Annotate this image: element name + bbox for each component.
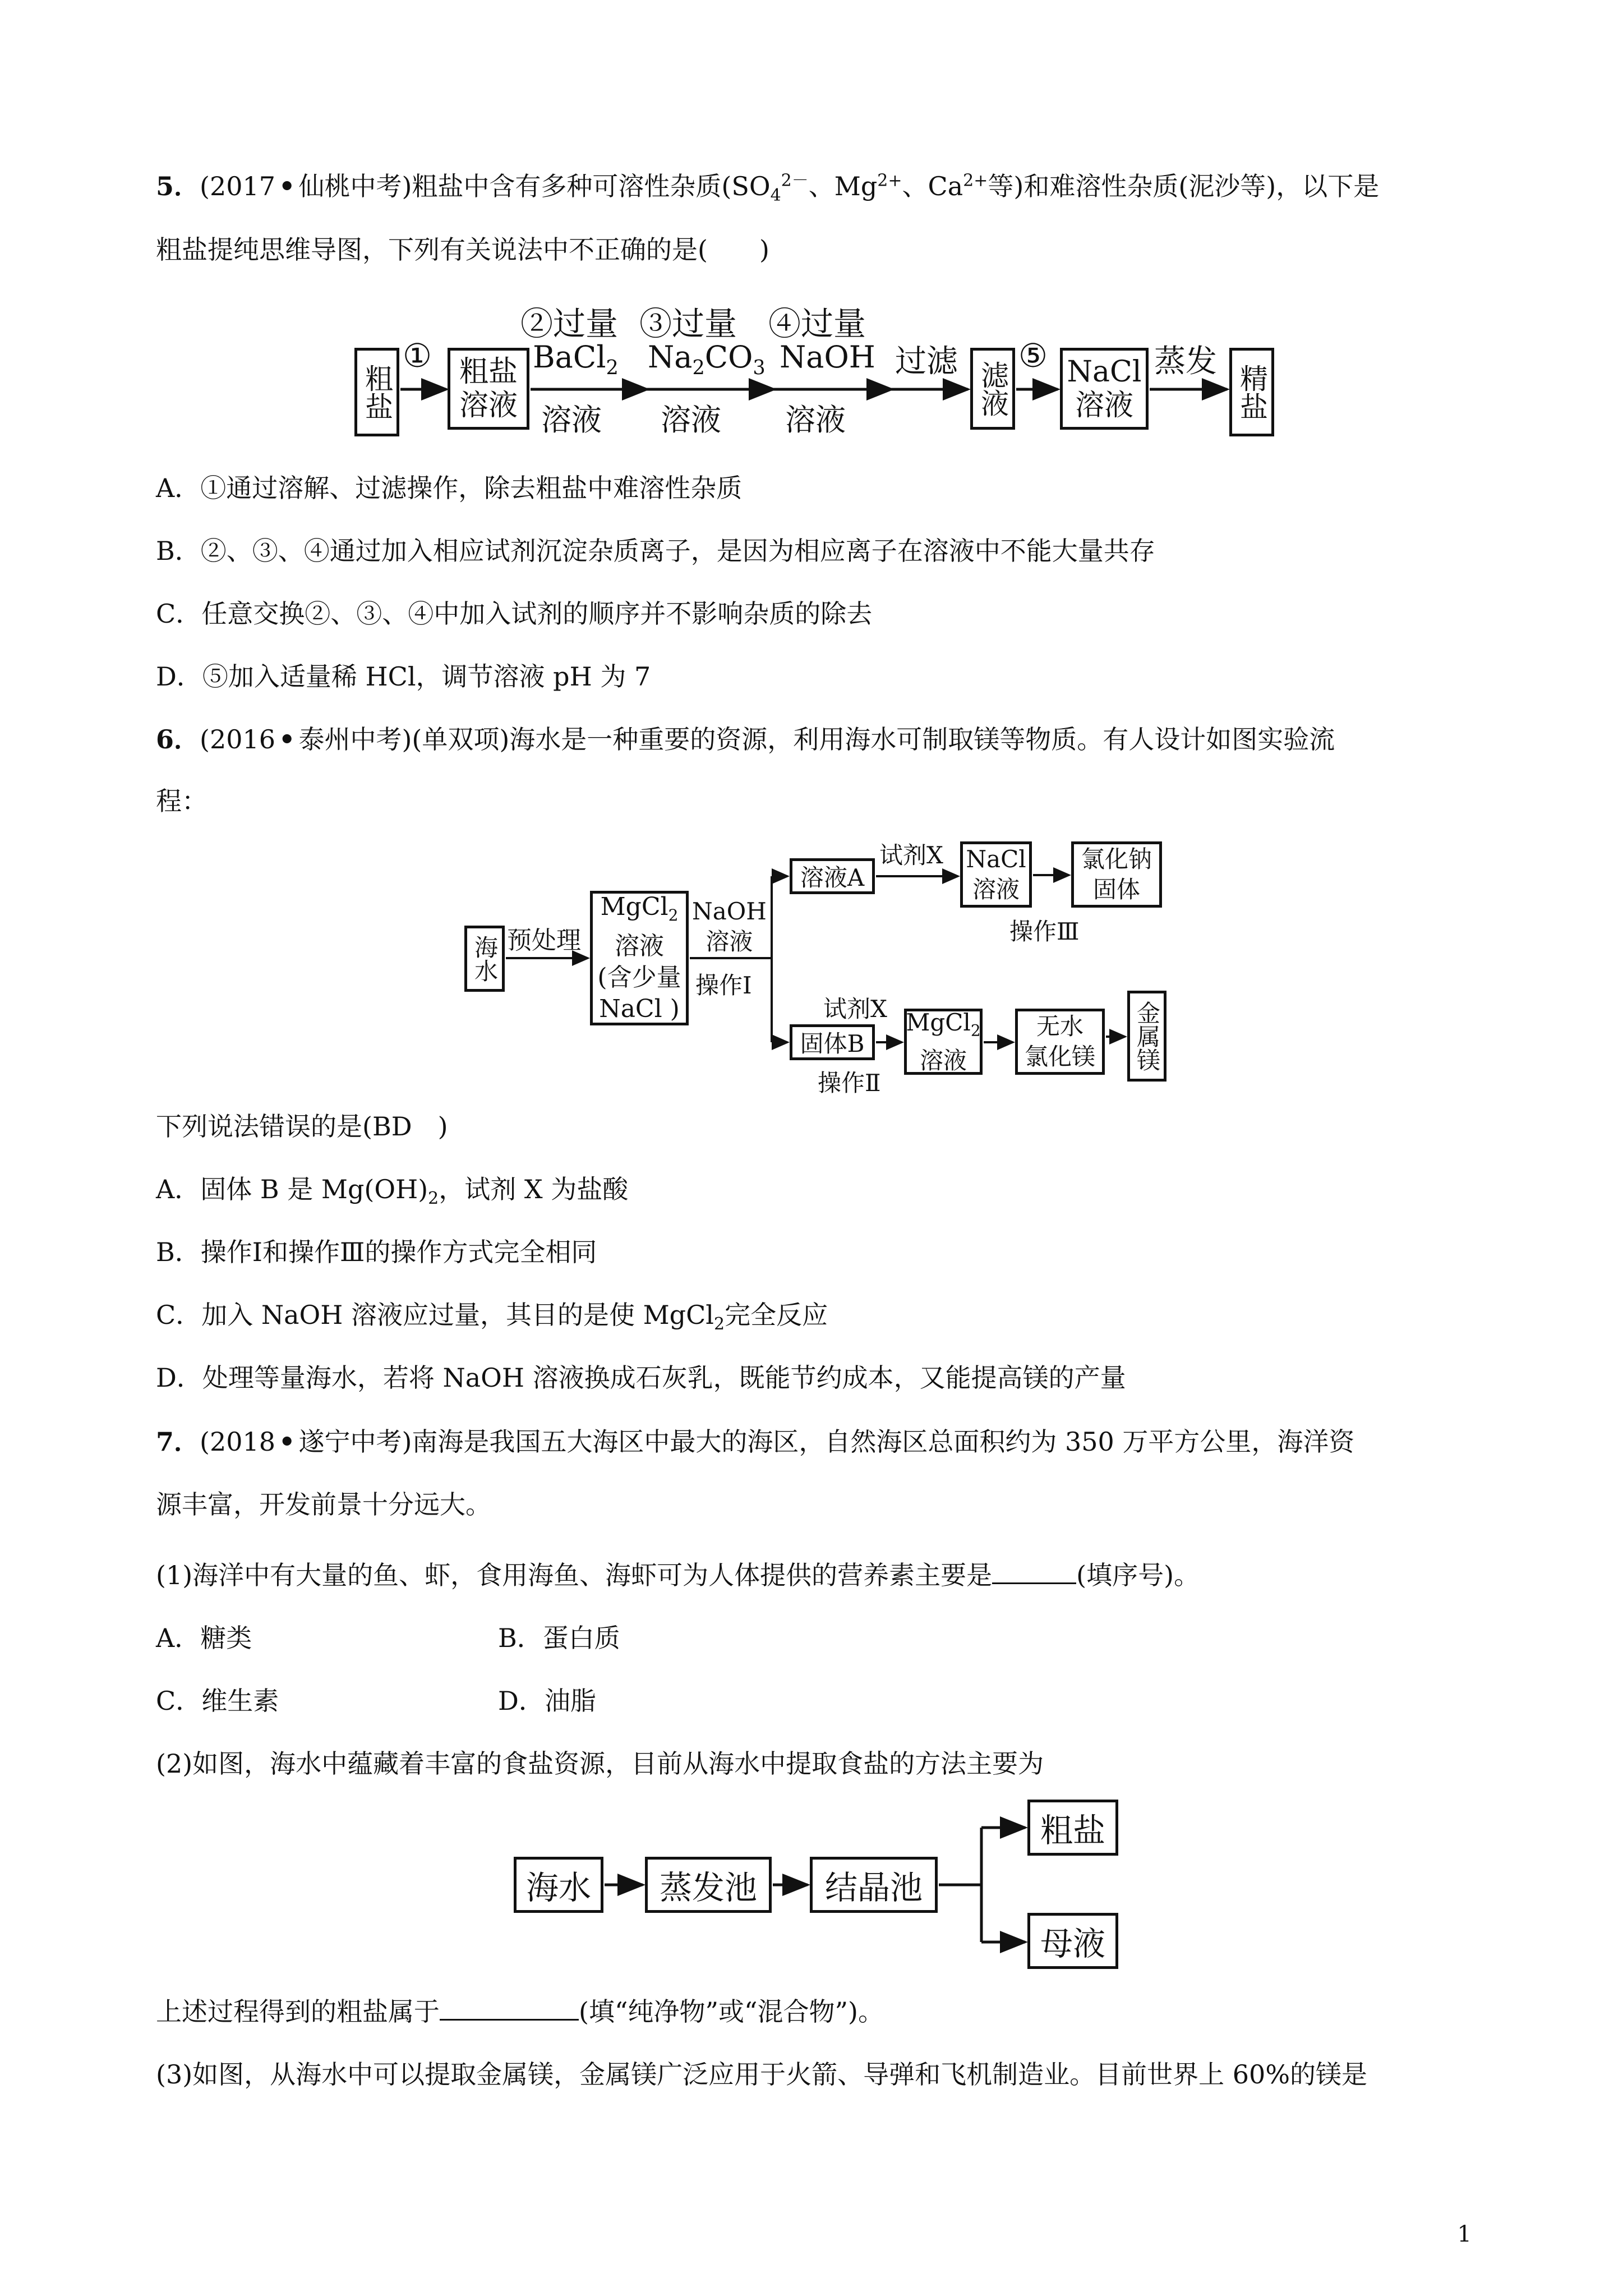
q7-option-d: D．油脂 [498,1686,596,1716]
q5-number: 5． [156,171,200,201]
q6-option-b: B．操作Ⅰ和操作Ⅲ的操作方式完全相同 [156,1237,597,1267]
q6-op1-label: 操作Ⅰ [695,972,752,999]
q6-option-d: D．处理等量海水，若将 NaOH 溶液换成石灰乳，既能节约成本，又能提高镁的产量 [156,1363,1126,1393]
q6-reagent-x2-label: 试剂X [823,995,887,1023]
q5-box-refined-salt: 精盐 [1229,348,1274,436]
q7-option-c: C．维生素 [156,1686,279,1716]
q6-box-mgcl2: MgCl$_2$ 溶液 (含少量 NaCl ) [590,891,689,1025]
q6-box-anhydrous-mgcl2: 无水 氯化镁 [1015,1009,1105,1075]
q5-reagent3-bottom: 溶液 [661,402,721,438]
q5-reagent4-top: ④过量 [768,305,866,343]
q5-line-1: 5．(2017 • 仙桃中考)粗盐中含有多种可溶性杂质($SO_4^{2-}$、$Mg^{2+}$、$Ca^{2+}$等)和难溶性杂质(泥沙等)，以下是 [156,171,1380,206]
q5-reagent2-bottom: 溶液 [541,402,602,438]
q6-reagent-x1-label: 试剂X [879,841,943,869]
q5-filter-label: 过滤 [895,343,958,380]
q6-box-metal-mg: 金属镁 [1127,991,1166,1082]
q6-op3-label: 操作Ⅲ [1009,918,1080,945]
q7-part1: (1)海洋中有大量的鱼、虾，食用海鱼、海虾可为人体提供的营养素主要是 (填序号)。 [156,1560,1200,1590]
q5-step1-label: ① [403,337,432,375]
q5-evaporate-label: 蒸发 [1154,343,1217,380]
q5-box-nacl-solution: NaCl 溶液 [1060,348,1149,430]
q5-reagent2-top: ②过量 [520,305,619,343]
q5-option-b: B．②、③、④通过加入相应试剂沉淀杂质离子，是因为相应离子在溶液中不能大量共存 [156,536,1155,566]
q6-option-a: A．固体 B 是 $Mg(OH)_2$，试剂 X 为盐酸 [156,1174,629,1209]
q6-option-c: C．加入 NaOH 溶液应过量，其目的是使 MgCl$_2$完全反应 [156,1300,828,1335]
q6-pretreat-label: 预处理 [507,926,581,955]
q7-option-b: B．蛋白质 [498,1623,620,1653]
q7-line-2: 源丰富，开发前景十分远大。 [156,1489,491,1520]
q5-reagent4: NaOH [780,339,875,375]
page-number: 1 [1457,2221,1472,2247]
q7-box-seawater: 海水 [514,1857,603,1913]
q7-box-evaporation-pool: 蒸发池 [645,1857,772,1913]
q7-box-mother-liquor: 母液 [1027,1913,1118,1969]
q5-box-crude-solution: 粗盐溶液 [448,348,529,430]
q6-question: 下列说法错误的是(BD ) [156,1111,448,1142]
q5-option-c: C．任意交换②、③、④中加入试剂的顺序并不影响杂质的除去 [156,599,873,629]
q6-line-1: 6．(2016 • 泰州中考)(单双项)海水是一种重要的资源，利用海水可制取镁等物质。有人设计如图实验流 [156,724,1335,754]
q6-box-solution-a: 溶液A [790,858,875,894]
q6-box-nacl-solution: NaCl 溶液 [960,841,1032,908]
q6-box-seawater: 海水 [464,926,505,992]
q5-reagent2: BaCl$_2$ [533,339,619,379]
q7-part3: (3)如图，从海水中可以提取金属镁，金属镁广泛应用于火箭、导弹和飞机制造业。目前世界上 60%的镁是 [156,2059,1368,2090]
q5-option-d: D．⑤加入适量稀 HCl，调节溶液 pH 为 7 [156,661,651,692]
q6-line-2: 程： [156,786,208,816]
q5-reagent3-top: ③过量 [639,305,737,343]
q5-step5-label: ⑤ [1018,337,1048,375]
q7-number: 7． [156,1427,200,1457]
q6-naoh-label: NaOH 溶液 [692,898,767,955]
q6-op2-label: 操作Ⅱ [818,1069,881,1097]
q7-part2: (2)如图，海水中蕴藏着丰富的食盐资源，目前从海水中提取食盐的方法主要为 [156,1749,1044,1779]
q7-box-crystallization-pool: 结晶池 [810,1857,938,1913]
q5-reagent4-bottom: 溶液 [785,402,846,438]
q5-reagent3: $Na_2CO_3$ [648,339,766,379]
q7-option-a: A．糖类 [156,1623,252,1653]
q6-number: 6． [156,724,200,754]
q7-part2-after: 上述过程得到的粗盐属于 (填“纯净物”或“混合物”)。 [156,1996,884,2027]
q7-line-1: 7．(2018 • 遂宁中考)南海是我国五大海区中最大的海区，自然海区总面积约为 350 万平方公里，海洋资 [156,1427,1355,1457]
q6-box-nacl-solid: 氯化钠 固体 [1071,841,1162,908]
q7-box-crude-salt: 粗盐 [1027,1800,1118,1856]
q6-box-mgcl2-solution: MgCl$_2$ 溶液 [904,1009,983,1075]
q6-box-solid-b: 固体B [790,1024,875,1060]
q5-box-filtrate: 滤液 [970,348,1015,430]
q5-line-2: 粗盐提纯思维导图，下列有关说法中不正确的是( ) [156,234,769,265]
q5-box-crude-salt: 粗盐 [354,348,399,436]
q5-option-a: A．①通过溶解、过滤操作，除去粗盐中难溶性杂质 [156,473,743,503]
